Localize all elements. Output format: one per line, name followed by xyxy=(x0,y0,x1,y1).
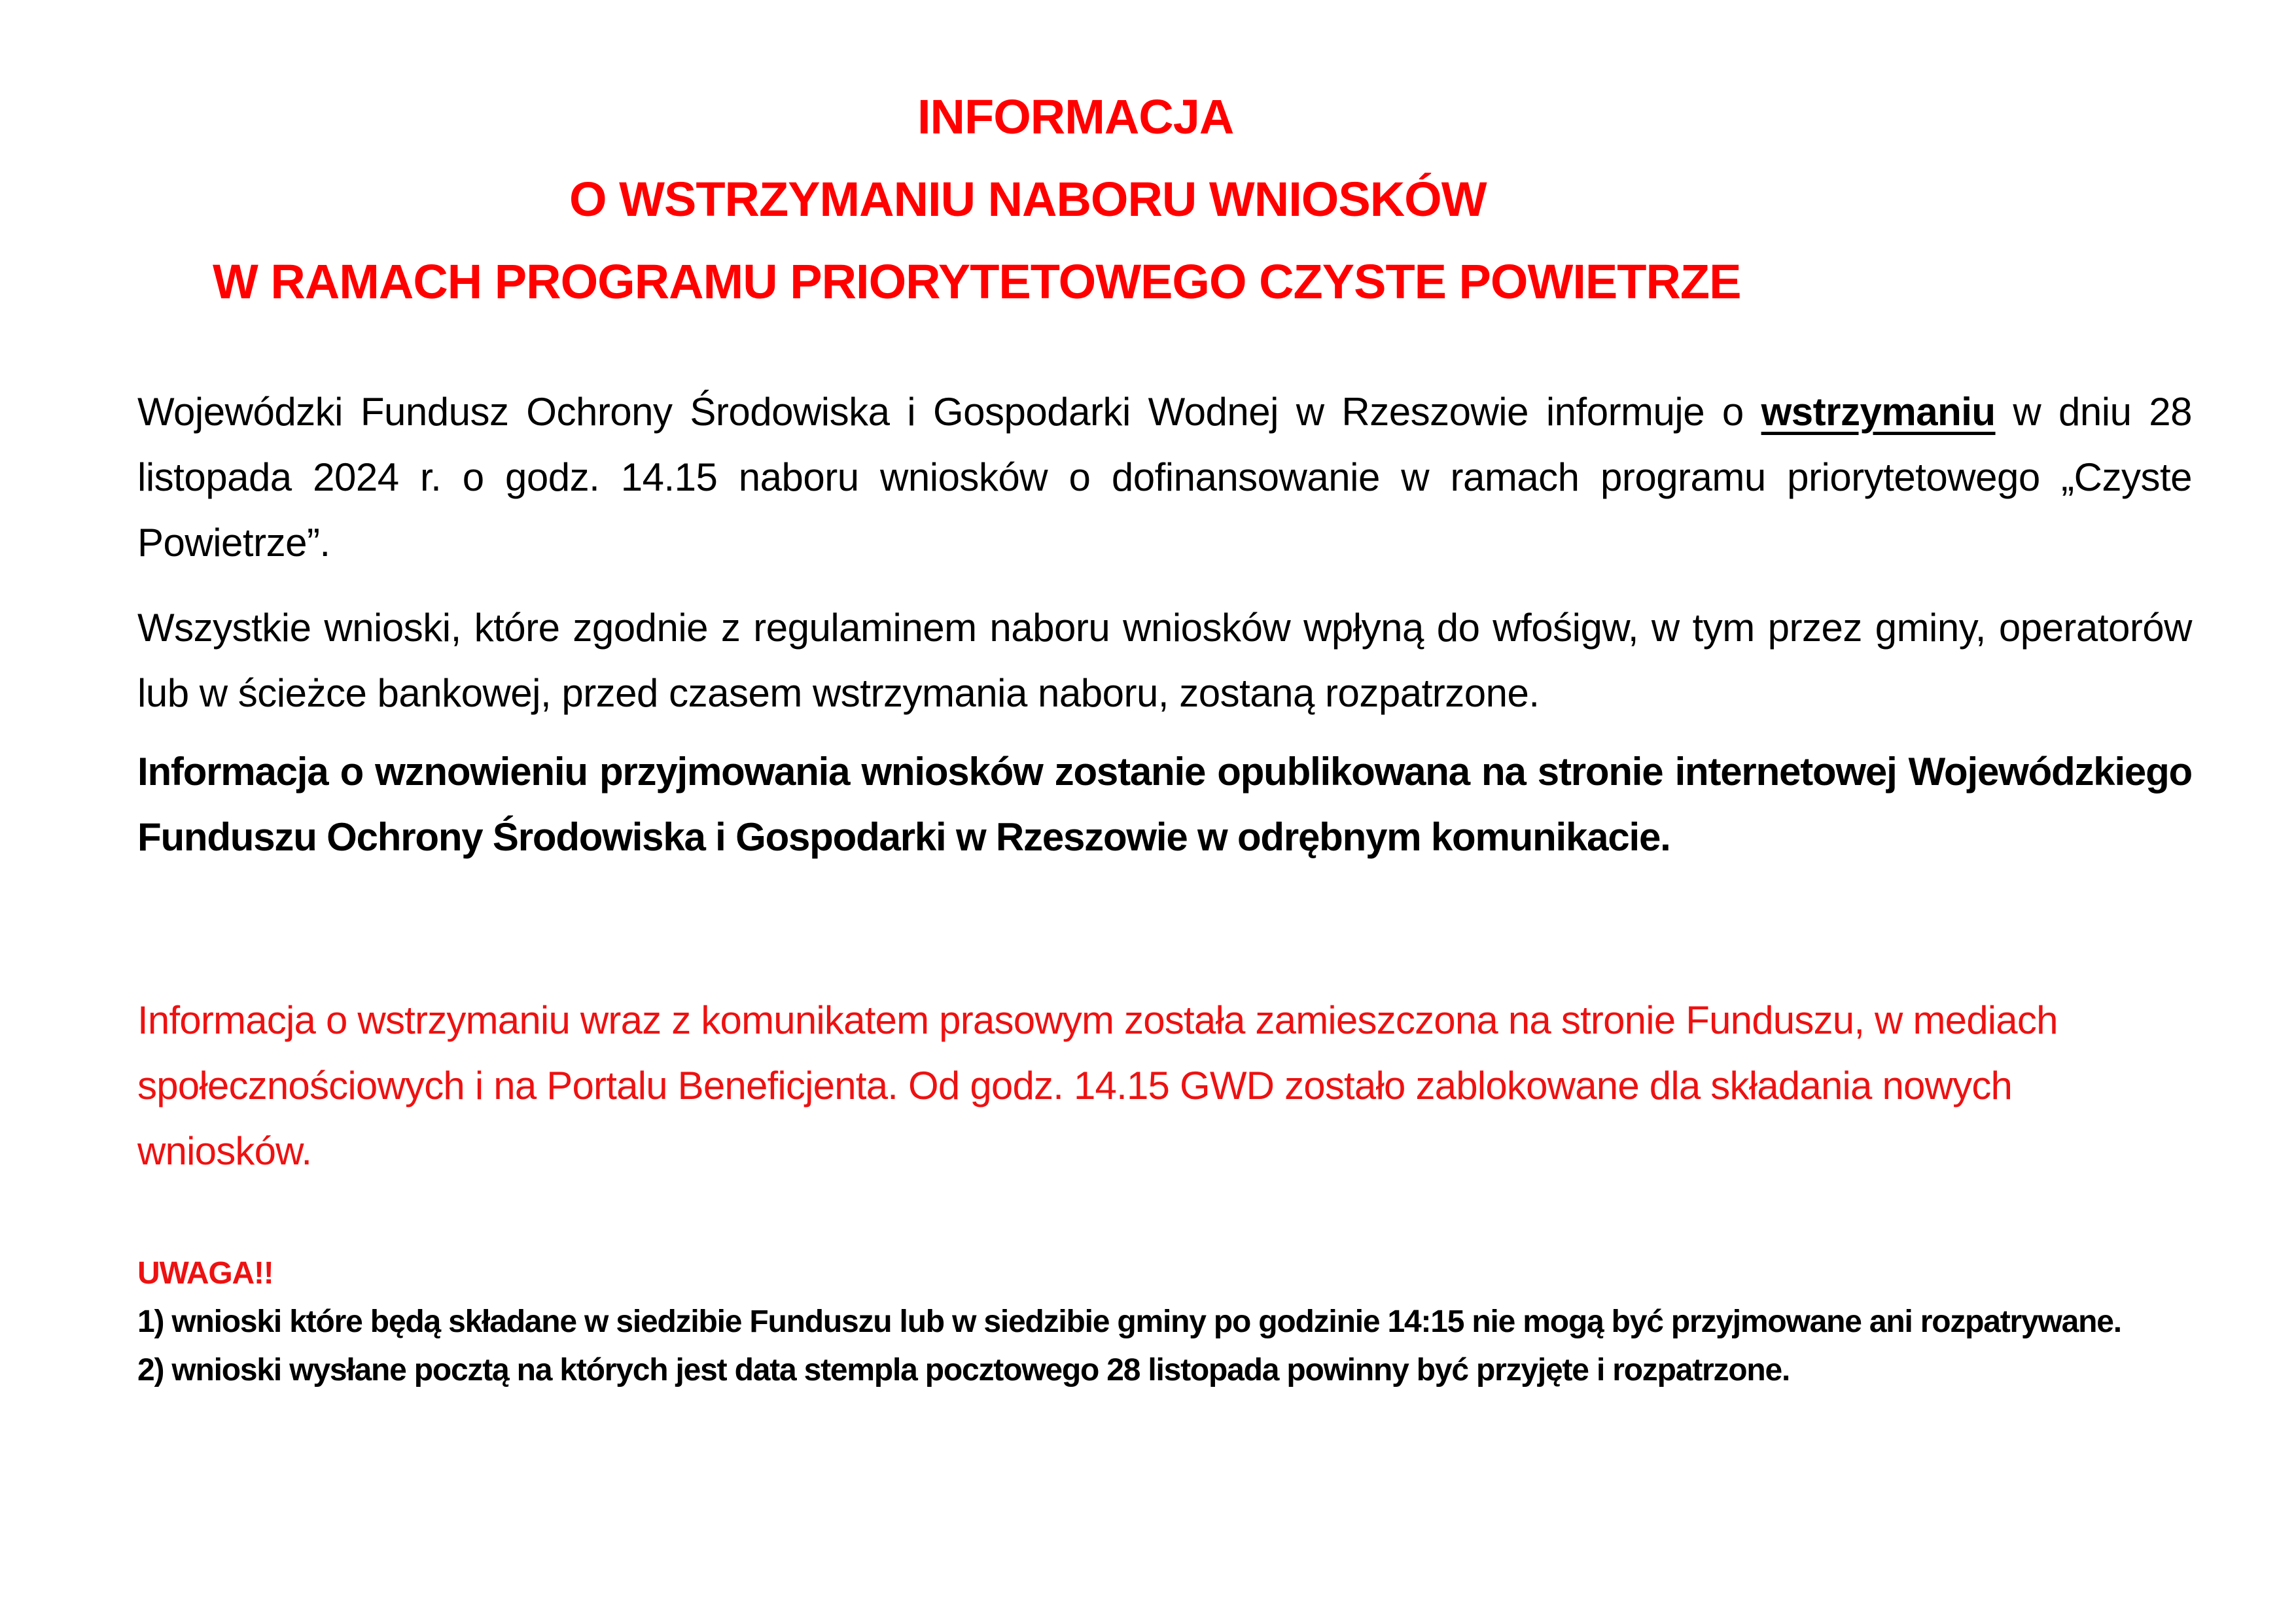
paragraph-announcement-start: Wojewódzki Fundusz Ochrony Środowiska i Gospodarki Wodnej w Rzeszowie informuje o xyxy=(137,390,1761,434)
title-line-2: O WSTRZYMANIU NABORU WNIOSKÓW xyxy=(569,172,1487,226)
emphasis-wstrzymaniu: wstrzymaniu xyxy=(1761,390,1996,434)
notice-item: 2) wnioski wysłane pocztą na których jest data stempla pocztowego 28 listopada powinny być przyjęte i rozpatrzone. xyxy=(137,1353,1790,1387)
paragraph-announcement-end: w dniu 28 listopada 2024 r. o godz. 14.15 naboru wniosków o dofinansowanie w ramach programu priorytetowego „Czyste Powietrze”. xyxy=(137,390,2193,565)
paragraph-press-info: Informacja o wstrzymaniu wraz z komunikatem prasowym została zamieszczona na stronie Funduszu, w mediach społecznościowych i na Portalu Beneficjenta. Od godz. 14.15 GWD zostało zablokowane dla składania nowych wniosków. xyxy=(137,998,2058,1173)
title-line-1: INFORMACJA xyxy=(917,90,1234,144)
notice-label: UWAGA!! xyxy=(137,1256,274,1291)
notice-section xyxy=(137,1249,2192,1395)
notice-item: 1) wnioski które będą składane w siedzibie Funduszu lub w siedzibie gminy po godzinie 14:15 nie mogą być przyjmowane ani rozpatrywane. xyxy=(137,1304,2121,1339)
paragraph-resumption-info: Informacja o wznowieniu przyjmowania wniosków zostanie opublikowana na stronie internetowej Wojewódzkiego Funduszu Ochrony Środowiska i Gospodarki w Rzeszowie w odrębnym komunikacie. xyxy=(137,750,2192,859)
paragraph-announcement xyxy=(137,379,2192,576)
title-line-3: W RAMACH PROGRAMU PRIORYTETOWEGO CZYSTE POWIETRZE xyxy=(213,254,1741,309)
paragraph-applications: Wszystkie wnioski, które zgodnie z regulaminem naboru wniosków wpłyną do wfośigw, w tym przez gminy, operatorów lub w ścieżce bankowej, przed czasem wstrzymania naboru, zostaną rozpatrzone. xyxy=(137,606,2192,715)
